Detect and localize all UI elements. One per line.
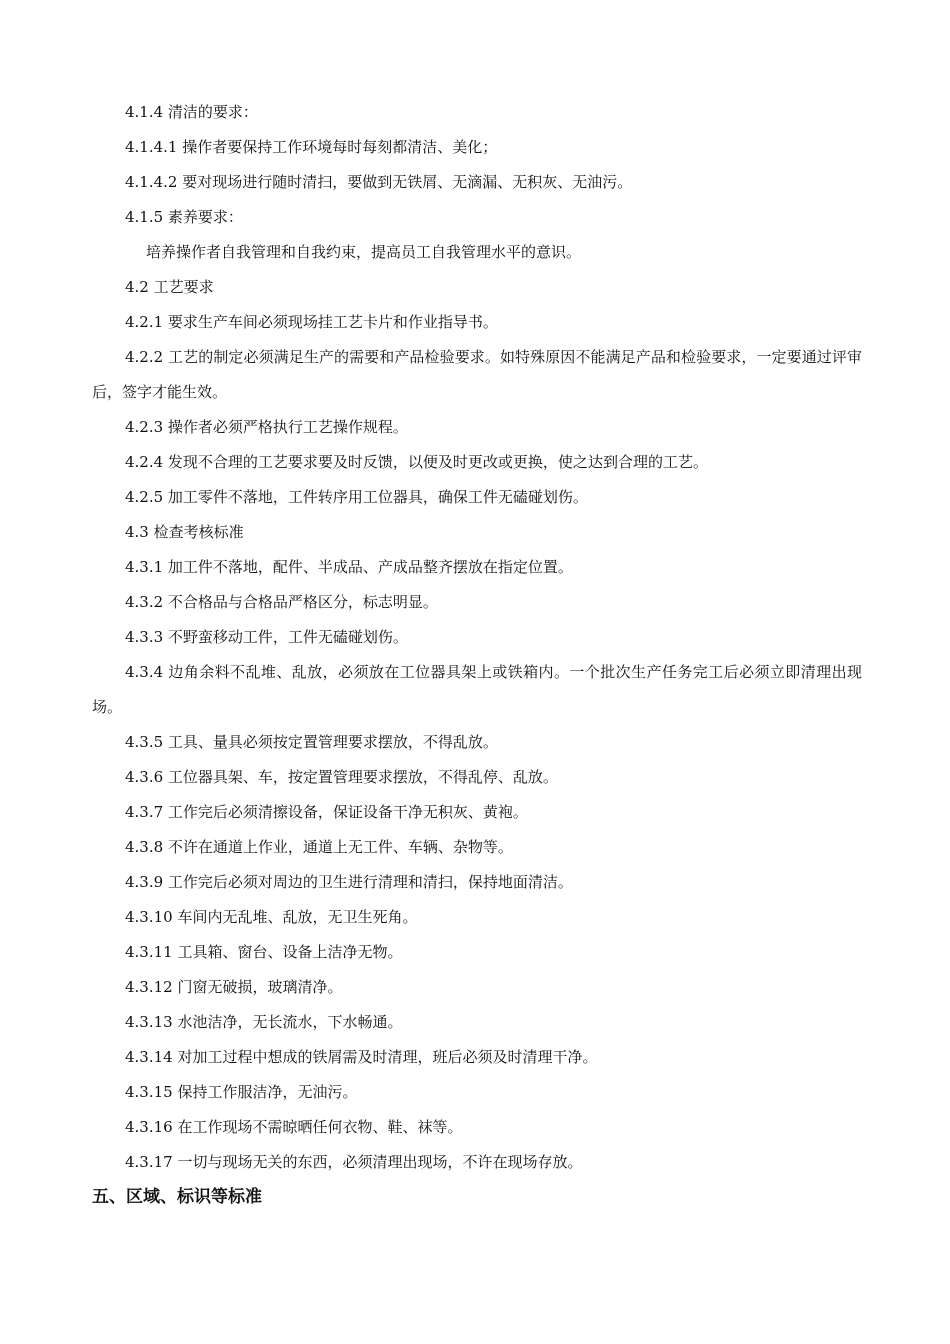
- paragraph-4-3-2: 4.3.2 不合格品与合格品严格区分，标志明显。: [125, 593, 438, 611]
- paragraph-4-3-17: 4.3.17 一切与现场无关的东西，必须清理出现场，不许在现场存放。: [125, 1153, 583, 1171]
- paragraph-4-3-8: 4.3.8 不许在通道上作业，通道上无工件、车辆、杂物等。: [125, 838, 513, 856]
- paragraph-4-2: 4.2 工艺要求: [125, 278, 214, 296]
- paragraph-4-3-12: 4.3.12 门窗无破损，玻璃清净。: [125, 978, 343, 996]
- paragraph-4-3-15: 4.3.15 保持工作服洁净，无油污。: [125, 1083, 358, 1101]
- paragraph-4-2-1: 4.2.1 要求生产车间必须现场挂工艺卡片和作业指导书。: [125, 313, 498, 331]
- paragraph-4-3-13: 4.3.13 水池洁净，无长流水，下水畅通。: [125, 1013, 403, 1031]
- paragraph-literacy-text: 培养操作者自我管理和自我约束，提高员工自我管理水平的意识。: [146, 243, 582, 261]
- paragraph-4-3: 4.3 检查考核标准: [125, 523, 244, 541]
- paragraph-4-1-4-1: 4.1.4.1 操作者要保持工作环境每时每刻都清洁、美化；: [125, 138, 498, 156]
- paragraph-4-3-6: 4.3.6 工位器具架、车，按定置管理要求摆放，不得乱停、乱放。: [125, 768, 558, 786]
- document-body: [92, 95, 862, 1215]
- paragraph-4-3-9: 4.3.9 工作完后必须对周边的卫生进行清理和清扫，保持地面清洁。: [125, 873, 573, 891]
- paragraph-4-3-16: 4.3.16 在工作现场不需晾晒任何衣物、鞋、袜等。: [125, 1118, 463, 1136]
- paragraph-4-3-1: 4.3.1 加工件不落地，配件、半成品、产成品整齐摆放在指定位置。: [125, 558, 573, 576]
- paragraph-4-2-3: 4.2.3 操作者必须严格执行工艺操作规程。: [125, 418, 408, 436]
- paragraph-4-2-5: 4.2.5 加工零件不落地，工件转序用工位器具，确保工件无磕碰划伤。: [125, 488, 588, 506]
- paragraph-4-2-2: 4.2.2 工艺的制定必须满足生产的需要和产品检验要求。如特殊原因不能满足产品和检验要求，一定要通过评审后，签字才能生效。: [92, 348, 862, 401]
- paragraph-4-3-10: 4.3.10 车间内无乱堆、乱放，无卫生死角。: [125, 908, 418, 926]
- paragraph-4-3-4: 4.3.4 边角余料不乱堆、乱放，必须放在工位器具架上或铁箱内。一个批次生产任务完工后必须立即清理出现场。: [92, 663, 862, 716]
- paragraph-4-3-14: 4.3.14 对加工过程中想成的铁屑需及时清理，班后必须及时清理干净。: [125, 1048, 598, 1066]
- paragraph-4-3-3: 4.3.3 不野蛮移动工件，工件无磕碰划伤。: [125, 628, 408, 646]
- paragraph-4-1-4: 4.1.4 清洁的要求：: [125, 103, 258, 121]
- paragraph-4-3-11: 4.3.11 工具箱、窗台、设备上洁净无物。: [125, 943, 403, 961]
- paragraph-4-3-5: 4.3.5 工具、量具必须按定置管理要求摆放，不得乱放。: [125, 733, 498, 751]
- paragraph-4-1-4-2: 4.1.4.2 要对现场进行随时清扫，要做到无铁屑、无滴漏、无积灰、无油污。: [125, 173, 633, 191]
- paragraph-4-1-5: 4.1.5 素养要求：: [125, 208, 243, 226]
- paragraph-4-2-4: 4.2.4 发现不合理的工艺要求要及时反馈，以便及时更改或更换，使之达到合理的工艺。: [125, 453, 708, 471]
- paragraph-4-3-7: 4.3.7 工作完后必须清擦设备，保证设备干净无积灰、黄袍。: [125, 803, 528, 821]
- section-heading-5: 五、区域、标识等标准: [92, 1187, 262, 1207]
